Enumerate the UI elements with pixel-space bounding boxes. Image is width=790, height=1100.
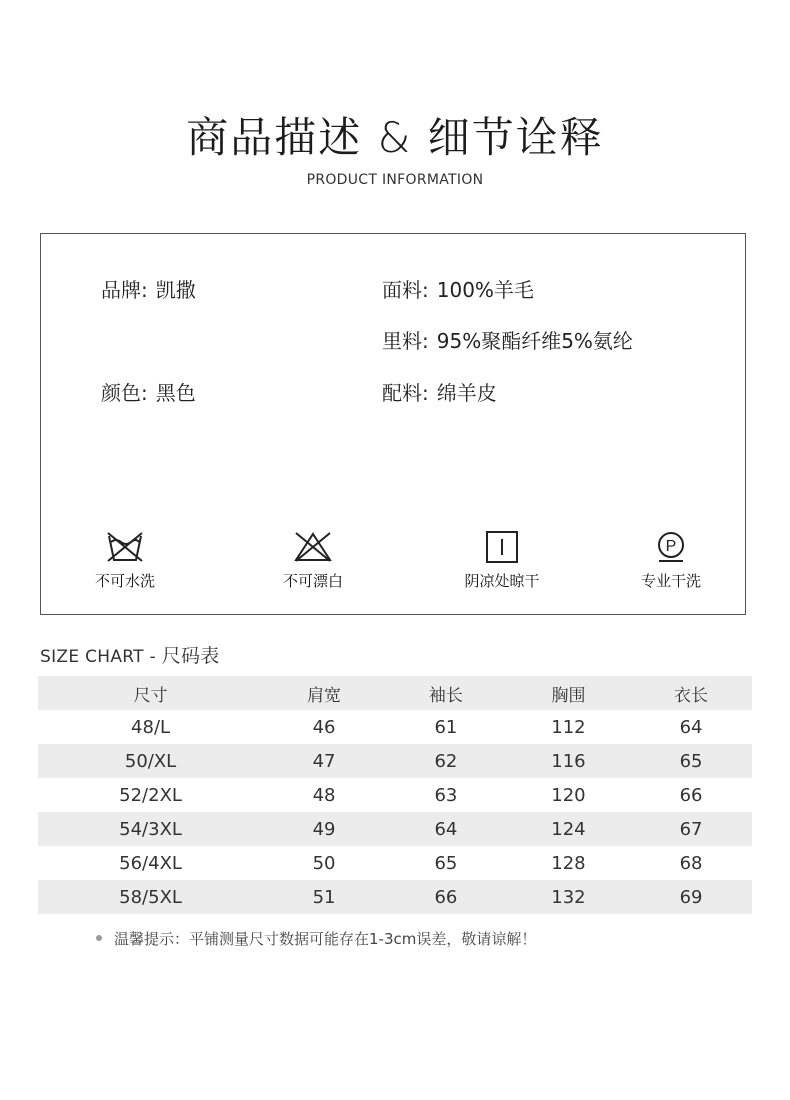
care-no-wash [65, 530, 185, 591]
lining-label: 里料: [382, 329, 429, 353]
bullet-icon [96, 935, 102, 941]
table-cell: 64 [679, 716, 703, 738]
header [0, 108, 790, 188]
trim-value: 绵羊皮 [436, 381, 497, 405]
care-no-bleach [253, 530, 373, 591]
table-row [38, 710, 752, 744]
professional-dry-clean-icon [651, 530, 691, 564]
table-cell: 68 [679, 852, 703, 874]
brand-value: 凯撒 [155, 278, 196, 302]
header-sleeve: 袖长 [428, 685, 463, 706]
header-size: 尺寸 [133, 685, 168, 706]
dry-in-shade-icon [482, 530, 522, 564]
brand-field [101, 274, 196, 303]
table-cell: 48/L [131, 716, 171, 738]
care-dry-clean [611, 530, 731, 591]
table-cell: 64 [434, 818, 458, 840]
care-label-dry-clean: 专业干洗 [640, 572, 701, 590]
table-cell: 69 [679, 886, 703, 908]
measurement-tip [96, 928, 536, 949]
table-cell: 51 [312, 886, 336, 908]
table-cell: 116 [551, 750, 586, 772]
color-field [101, 377, 196, 406]
table-row [38, 812, 752, 846]
table-cell: 128 [551, 852, 586, 874]
care-label-no-wash: 不可水洗 [94, 572, 155, 590]
table-cell: 56/4XL [119, 852, 182, 874]
header-chest: 胸围 [551, 685, 586, 706]
table-row [38, 846, 752, 880]
care-label-no-bleach: 不可漂白 [282, 572, 343, 590]
table-cell: 50 [312, 852, 336, 874]
color-label: 颜色: [101, 381, 148, 405]
no-wash-icon [105, 530, 145, 564]
table-cell: 63 [434, 784, 458, 806]
table-row [38, 880, 752, 914]
care-dry-shade [442, 530, 562, 591]
table-header-row [38, 676, 752, 710]
care-label-dry-shade: 阴凉处晾干 [464, 572, 540, 590]
size-chart-title [40, 641, 220, 668]
brand-label: 品牌: [101, 278, 148, 302]
table-cell: 61 [434, 716, 458, 738]
table-cell: 66 [434, 886, 458, 908]
table-row [38, 744, 752, 778]
page-subtitle: PRODUCT INFORMATION [306, 172, 484, 188]
table-cell: 66 [679, 784, 703, 806]
tip-text: 温馨提示：平铺测量尺寸数据可能存在1-3cm误差，敬请谅解！ [114, 930, 537, 948]
fabric-value: 100%羊毛 [436, 278, 534, 302]
table-row [38, 778, 752, 812]
table-cell: 52/2XL [119, 784, 182, 806]
color-value: 黑色 [155, 381, 196, 405]
table-cell: 47 [312, 750, 336, 772]
table-cell: 132 [551, 886, 586, 908]
table-cell: 65 [679, 750, 703, 772]
lining-field [382, 325, 633, 354]
table-cell: 120 [551, 784, 586, 806]
svg-text:P: P [665, 538, 677, 555]
no-bleach-icon [293, 530, 333, 564]
table-cell: 54/3XL [119, 818, 182, 840]
table-cell: 65 [434, 852, 458, 874]
header-shoulder: 肩宽 [307, 685, 342, 706]
table-cell: 49 [312, 818, 336, 840]
size-chart-table [38, 676, 752, 914]
table-cell: 62 [434, 750, 458, 772]
table-cell: 112 [551, 716, 586, 738]
table-cell: 48 [312, 784, 336, 806]
size-chart-title-cn: 尺码表 [161, 645, 220, 667]
fabric-label: 面料: [382, 278, 429, 302]
lining-value: 95%聚酯纤维5%氨纶 [436, 329, 633, 353]
trim-field [382, 377, 497, 406]
table-cell: 58/5XL [119, 886, 182, 908]
fabric-field [382, 274, 534, 303]
size-chart-title-en: SIZE CHART - [40, 647, 162, 667]
header-length: 衣长 [674, 685, 709, 706]
table-cell: 124 [551, 818, 586, 840]
table-cell: 67 [679, 818, 703, 840]
product-info-box [40, 233, 746, 615]
trim-label: 配料: [382, 381, 429, 405]
table-cell: 46 [312, 716, 336, 738]
table-cell: 50/XL [124, 750, 177, 772]
page-title: 商品描述 & 细节诠释 [186, 113, 604, 162]
